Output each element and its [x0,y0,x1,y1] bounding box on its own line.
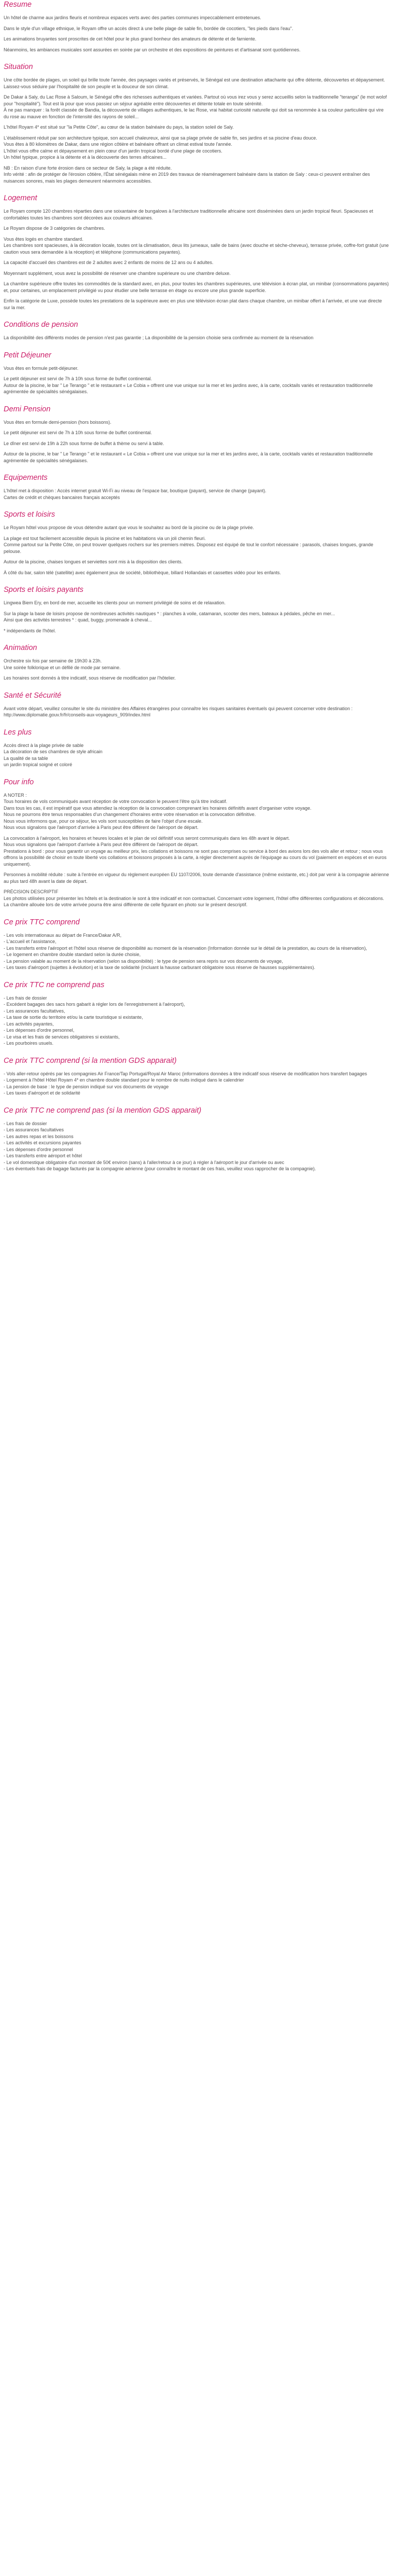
paragraph-line: À côté du bar, salon télé (satellite) avec également jeux de société, bibliothèque, billard Hollandais et cassettes vidéo pour les enfants. [4,570,281,575]
section-title: Pour info [4,778,34,786]
paragraph-group [4,47,389,53]
paragraph-group [4,871,389,884]
paragraph-group [4,658,389,671]
paragraph-group [4,135,389,161]
paragraph-line: Prestations à bord : pour vous garantir un voyage au meilleur prix, les collations et boissons ne sont pas comprises ou service à bord des avions lors des vols aller et retour ; nous vous offrons la possibilité de choisir en toute liberté vos collations et boissons proposés à la carte, à régler directement auprès de l'équipage au cours du vol (paiement en espèces et en euros uniquement). [4,848,387,867]
paragraph-group [4,600,389,606]
paragraph-group [4,208,389,221]
section-title: Ce prix TTC comprend [4,918,80,926]
paragraph-group [4,835,389,868]
paragraph-line: PRÉCISION DESCRIPTIF [4,889,59,894]
paragraph-line: L'hôtel Royam 4* est situé sur "la Petite Côte", au cœur de la station balnéaire du pays, la station soleil de Saly. [4,124,234,130]
paragraph-line: À ne pas manquer : la forêt classée de Bandia, la découverte de villages authentiques, le lac Rose, vrai habitat curiosité naturelle qui doit sa renommée à sa couleur particulière qui vire du rose au mauve en fonction de l'intensité des rayons de soleil... [4,107,384,119]
paragraph-group [4,705,389,718]
paragraph-group [4,1120,389,1172]
section-3 [4,193,389,311]
paragraph-group [4,165,389,185]
section-6 [4,405,389,464]
paragraph-line: - Les activités et excursions payantes [4,1140,81,1145]
paragraph-line: Orchestre six fois par semaine de 19h30 à 23h. [4,658,102,663]
paragraph-line: - Le vol domestique obligatoire d'un montant de 50€ environ (sans) à l'aller/retour à ce jour) à régler à l'aéroport le jour d'arrivée ou avec [4,1159,285,1165]
paragraph-line: Personnes à mobilité réduite : suite à l'entrée en vigueur du règlement européen EU 1107/2006, toute demande d'assistance (même existante, etc.) doit par venir à la compagnie aérienne au plus tard 48h avant la date de départ. [4,872,389,884]
paragraph-line: Les chambres sont spacieuses, à la décoration locale, toutes ont la climatisation, deux lits jumeaux, salle de bains (avec douche et sèche-cheveux), terrasse privée, coffre-fort gratuit (une caution vous sera demandée à la réception) et téléphone (communications payantes). [4,243,389,255]
paragraph-line: L'hôtel met à disposition : Accès internet gratuit Wi-Fi au niveau de l'espace bar, boutique (payant), service de change (payant). [4,488,266,493]
paragraph-line: Le dîner est servi de 19h à 22h sous forme de buffet à thème ou servi à table. [4,440,164,446]
paragraph-group [4,25,389,32]
paragraph-group [4,570,389,576]
paragraph-line: - Le logement en chambre double standard selon la durée choisie, [4,952,141,957]
paragraph-line: - L'accueil et l'assistance, [4,939,57,944]
paragraph-line: Info vérité : afin de protéger de l'érosion côtière, l'État sénégalais mène en 2019 des travaux de réaménagement balnéaire dans la station de Saly : ceux-ci peuvent entraîner des nuisances sonores, mais les plages demeurent néanmoins accessibles. [4,172,370,184]
section-14 [4,918,389,971]
section-title: Sports et loisirs payants [4,586,83,594]
paragraph-group [4,236,389,256]
paragraph-group [4,270,389,277]
paragraph-line: - Les taxes d'aéroport (sujettes à évolution) et la taxe de solidarité (incluant la hausse carburant obligatoire sous réserve de hausses supplémentaires). [4,965,316,970]
paragraph-group [4,15,389,21]
paragraph-group [4,932,389,971]
paragraph-line: Tous horaires de vols communiqués avant réception de votre convocation le peuvent l'être qu'à titre indicatif. [4,799,228,804]
paragraph-group [4,281,389,294]
paragraph-line: Un hôtel de charme aux jardins fleuris et nombreux espaces verts avec des parties communes impeccablement entretenues. [4,15,261,20]
paragraph-line: - Le visa et les frais de services obligatoires si existants, [4,1034,120,1040]
section-title: Sports et loisirs [4,510,55,519]
section-title: Santé et Sécurité [4,691,62,700]
section-title: Conditions de pension [4,321,78,329]
paragraph-line: La disponibilité des différents modes de pension n'est pas garantie ; La disponibilité de la pension choisie sera confirmée au moment de la réservation [4,335,314,340]
paragraph-line: - La pension de base : le type de pension indiqué sur vos documents de voyage [4,1084,169,1089]
section-4 [4,320,389,341]
paragraph-line: Cartes de crédit et chèques bancaires français acceptés [4,494,120,500]
paragraph-group [4,365,389,372]
paragraph-line: La qualité de sa table [4,755,48,761]
paragraph-line: - Les autres repas et les boissons [4,1133,74,1139]
section-title: Resume [4,1,32,9]
section-title: Demi Pension [4,405,51,413]
section-title: Les plus [4,728,32,737]
paragraph-line: Lingwea Biem Ery, en bord de mer, accueille les clients pour un moment privilégié de soins et de relaxation. [4,600,226,605]
paragraph-group [4,124,389,131]
section-title: Animation [4,644,37,652]
paragraph-group [4,259,389,266]
paragraph-line: Avant votre départ, veuillez consulter le site du ministère des Affaires étrangères pour connaître les risques sanitaires éventuels qui peuvent concerner votre destination : http://www.diplomatie.gouv.fr/fr/conseils-aux-voyageurs_909/index.html [4,705,353,717]
paragraph-line: La plage est tout facilement accessible depuis la piscine et les habitations via un joli chemin fleuri. [4,535,206,541]
paragraph-line: Dans le style d'un village ethnique, le Royam offre un accès direct à une belle plage de sable fin, bordée de cocotiers, "les pieds dans l'eau". [4,25,293,31]
paragraph-line: NB : En raison d'une forte érosion dans ce secteur de Saly, la plage a été réduite. [4,165,172,171]
paragraph-line: Un hôtel typique, propice à la détente et à la découverte des terres africaines... [4,155,167,160]
paragraph-line: Autour de la piscine, le bar " Le Terango " et le restaurant « Le Cobia » offrent une vue unique sur la mer et les jardins avec, à la carte, cocktails variés et restauration traditionnelle agrémentée de spécialités sénégalaises. [4,451,373,463]
paragraph-line: Dans tous les cas, il est impératif que vous attendiez la réception de la convocation comprenant les horaires définitifs avant d'organiser votre voyage. [4,805,312,811]
paragraph-line: Accès direct à la plage privée de sable [4,742,84,748]
paragraph-group [4,889,389,908]
section-15 [4,980,389,1047]
paragraph-group [4,995,389,1047]
paragraph-group [4,77,389,90]
paragraph-group [4,419,389,426]
paragraph-group [4,535,389,555]
paragraph-group [4,376,389,395]
paragraph-line: Néanmoins, les ambiances musicales sont assurées en soirée par un orchestre et des expositions de peintures et d'artisanat sont quotidiennes. [4,47,301,52]
paragraph-group [4,524,389,531]
paragraph-line: Nous vous informons que, pour ce séjour, les vols sont susceptibles de faire l'objet d'une escale. [4,818,203,824]
paragraph-group [4,225,389,232]
section-title: Ce prix TTC ne comprend pas (si la mention GDS apparait) [4,1106,202,1115]
paragraph-line: Vous êtes à 80 kilomètres de Dakar, dans une région côtière et balnéaire offrant un climat estival toute l'année. [4,142,232,147]
paragraph-line: - Les éventuels frais de bagage facturés par la compagnie aérienne (pour connaître le montant de ces frais, veuillez vous rapprocher de la compagnie). [4,1166,316,1171]
paragraph-line: Vous êtes en formule petit-déjeuner. [4,365,79,371]
paragraph-line: Sur la plage la base de loisirs propose de nombreuses activités nautiques * : planches à voile, catamaran, scooter des mers, bateaux à pédales, pêche en mer... [4,611,335,616]
section-8 [4,510,389,576]
paragraph-group [4,488,389,501]
paragraph-line: A NOTER : [4,792,27,798]
paragraph-group [4,440,389,447]
paragraph-line: Le Royam hôtel vous propose de vous détendre autant que vous le souhaitez au bord de la piscine ou de la plage privée. [4,525,254,530]
paragraph-group [4,298,389,311]
section-5 [4,351,389,395]
section-title: Equipements [4,474,48,482]
section-10 [4,643,389,682]
section-12 [4,728,389,768]
paragraph-group [4,94,389,120]
paragraph-line: L'établissement réduit par son architecture typique, son accueil chaleureux, ainsi que sa plage privée de sable fin, ses jardins et sa piscine d'eau douce. [4,135,317,141]
paragraph-line: Vous êtes en formule demi-pension (hors boissons). [4,419,111,425]
paragraph-line: Le petit déjeuner est servi de 7h à 10h sous forme de buffet continental. [4,430,152,435]
paragraph-line: Laissez-vous séduire par l'hospitalité de son peuple et la douceur de son climat. [4,84,169,89]
document-page [0,0,393,1172]
section-title: Petit Déjeuner [4,351,51,359]
paragraph-line: Le Royam compte 120 chambres réparties dans une soixantaine de bungalows à l'architecture traditionnelle africaine sont disséminées dans un jardin tropical fleuri. Spacieuses et confortables toutes les chambres sont décorées aux couleurs africaines. [4,209,373,220]
paragraph-group [4,742,389,768]
paragraph-line: - Les assurances facultatives, [4,1008,65,1014]
paragraph-line: un jardin tropical soigné et coloré [4,762,73,767]
paragraph-line: - Les pourboires usuels. [4,1041,54,1046]
paragraph-line: Une côte bordée de plages, un soleil qui brille toute l'année, des paysages variés et préservés, le Sénégal est une destination attachante qui offre détente, découvertes et dépaysement. [4,77,385,82]
paragraph-line: - Les dépenses d'ordre personnel, [4,1028,75,1033]
paragraph-line: - Les assurances facultatives [4,1127,64,1132]
paragraph-line: - Les frais de dossier [4,995,47,1001]
paragraph-line: Nous vous signalons que l'aéroport d'arrivée à Paris peut être différent de l'aéroport de départ. [4,825,199,830]
paragraph-line: La capacité d'accueil des chambres est de 2 adultes avec 2 enfants de moins de 12 ans ou 4 adultes. [4,260,214,265]
paragraph-group [4,430,389,436]
paragraph-line: * indépendants de l'hôtel. [4,628,56,633]
paragraph-line: La décoration de ses chambres de style africain [4,749,103,754]
paragraph-line: - Vols aller-retour opérés par les compagnies Air France/Tap Portugal/Royal Air Maroc (informations données à titre indicatif sous réserve de modification hors transfert bagages [4,1071,367,1076]
paragraph-line: Une soirée folklorique et un défilé de mode par semaine. [4,664,121,670]
paragraph-line: - Les transferts entre aéroport et hôtel [4,1153,82,1158]
section-1 [4,0,389,53]
paragraph-line: Autour de la piscine, le bar " Le Terango " et le restaurant « Le Cobia » offrent une vue unique sur la mer et les jardins avec, à la carte, cocktails variés et restauration traditionnelle agrémentée de spécialités sénégalaises. [4,382,373,394]
paragraph-group [4,335,389,341]
section-2 [4,62,389,184]
section-title: Situation [4,63,33,71]
paragraph-group [4,792,389,831]
paragraph-group [4,1071,389,1097]
section-13 [4,778,389,908]
paragraph-line: - Logement à l'hôtel Hôtel Royam 4* en chambre double standard pour le nombre de nuits indiqué dans le calendrier [4,1077,244,1083]
paragraph-line: - Les taxes d'aéroport et de solidarité [4,1090,80,1096]
paragraph-line: Comme partout sur la Petite Côte, on peut trouver quelques rochers sur les premiers mètres. Disposez est équipé de tout le confort nécessaire : parasols, chaises longues, grande pelouse. [4,542,373,554]
paragraph-line: Le petit déjeuner est servi de 7h à 10h sous forme de buffet continental. [4,376,152,381]
paragraph-line: - La taxe de sortie du territoire et/ou la carte touristique si existante, [4,1015,143,1020]
paragraph-line: - Les activités payantes, [4,1021,54,1027]
paragraph-line: Les animations bruyantes sont proscrites de cet hôtel pour le plus grand bonheur des amateurs de détente et de farniente. [4,36,257,41]
paragraph-group [4,36,389,43]
paragraph-line: Nous vous signalons que l'aéroport d'arrivée à Paris peut être différent de l'aéroport de départ. [4,842,199,847]
section-title: Ce prix TTC comprend (si la mention GDS apparait) [4,1056,177,1065]
section-9 [4,585,389,634]
paragraph-line: - La pension valable au moment de la réservation (selon sa disponibilité) : le type de pension sera repris sur vos documents de voyage, [4,958,283,964]
section-7 [4,473,389,501]
paragraph-line: Enfin la catégorie de Luxe, possède toutes les prestations de la supérieure avec en plus une télévision écran plat dans chaque chambre, un minibar offert à l'arrivée, et une vue directe sur la mer. [4,298,382,310]
paragraph-line: Les horaires sont donnés à titre indicatif, sous réserve de modification par l'hôtelier. [4,675,176,681]
paragraph-line: Vous êtes logés en chambre standard. [4,236,83,242]
paragraph-group [4,675,389,682]
paragraph-line: L'hôtel vous offre calme et dépaysement en plein cœur d'un jardin tropical bordé d'une plage de cocotiers. [4,148,222,154]
paragraph-line: De Dakar à Saly, du Lac Rose à Saloum, le Sénégal offre des richesses authentiques et variées. Partout où vous irez vous y serez accueillis selon la traditionnelle "teranga" (le mot wolof pour "hospitalité"). Tout est là pour que vous passiez un séjour agréable entre découvertes et détente totale en toute sérénité. [4,94,387,106]
section-16 [4,1056,389,1097]
paragraph-line: Le Royam dispose de 3 catégories de chambres. [4,226,105,231]
paragraph-line: - Excédent bagages des sacs hors gabarit à régler lors de l'enregistrement à l'aéroport), [4,1002,185,1007]
paragraph-group [4,451,389,464]
paragraph-line: - Les vols internationaux au départ de France/Dakar A/R, [4,932,122,938]
paragraph-group [4,559,389,565]
section-17 [4,1106,389,1172]
paragraph-line: Nous ne pourrons être tenus responsables d'un changement d'horaires entre votre réservation et la convocation définitive. [4,812,256,817]
paragraph-line: Moyennant supplément, vous avez la possibilité de réserver une chambre supérieure ou une chambre deluxe. [4,270,231,276]
paragraph-line: Autour de la piscine, chaises longues et serviettes sont mis à la disposition des clients. [4,559,183,564]
paragraph-line: Ainsi que des activités terrestres * : quad, buggy, promenade à cheval... [4,617,152,622]
paragraph-line: - Les dépenses d'ordre personnel [4,1146,73,1152]
section-title: Logement [4,194,37,202]
paragraph-line: La chambre supérieure offre toutes les commodités de la standard avec, en plus, pour toutes les chambres supérieures, une télévision à écran plat, un minibar (consommations payantes) et, pour certaines, un emplacement privilégié vu pour étudier une belle terrasse en étage ou encore une plus grande superficie. [4,281,389,293]
section-11 [4,691,389,718]
paragraph-group [4,611,389,624]
paragraph-line: Les photos utilisées pour présenter les hôtels et la destination le sont à titre indicatif et non contractuel. Concernant votre logement, l'hôtel offre différentes configurations et décorations. La chambre allouée lors de votre arrivée pourra être ainsi différente de celle figurant en photo sur le présent descriptif. [4,895,384,907]
paragraph-group [4,628,389,634]
paragraph-line: - Les transferts entre l'aéroport et l'hôtel sous réserve de disponibilité au moment de la réservation (Information donnée sur le détail de la prestation, au cours de la réservation), [4,945,367,951]
section-title: Ce prix TTC ne comprend pas [4,980,105,989]
paragraph-line: - Les frais de dossier [4,1120,47,1126]
paragraph-line: La convocation à l'aéroport, les horaires et heures locales et le plan de vol définitif vous seront communiqués dans les 48h avant le départ. [4,835,290,841]
